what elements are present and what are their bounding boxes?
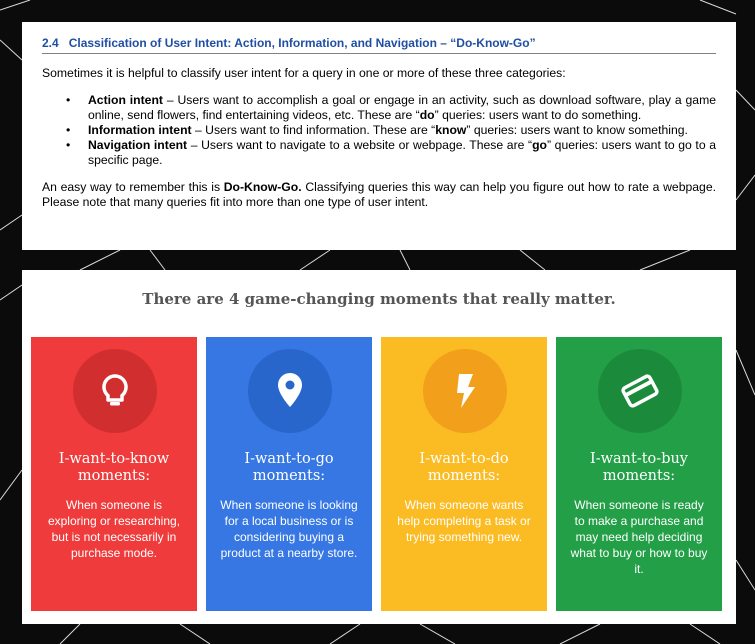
item-text: – Users want to accomplish a goal or engage in an activity, such as download software, play a game online, send flowers, find entertaining videos, etc. These are “ [88,93,716,122]
item-text: ” queries: users want to know something. [466,123,688,137]
list-item-information-intent [66,123,716,138]
card-want-to-go [206,337,372,611]
item-text: ” queries: users want to do something. [434,108,642,122]
intro-paragraph: Sometimes it is helpful to classify user intent for a query in one or more of these three categories: [42,66,566,80]
lightbulb-icon [93,369,137,413]
keyword: do [419,108,435,122]
card-want-to-buy [556,337,722,611]
section-heading [42,36,716,54]
guidelines-document-excerpt [22,22,736,250]
intent-list [42,93,716,168]
item-text: – Users want to find information. These are “ [191,123,436,137]
term-label: Navigation intent [88,138,188,152]
bullet-icon: • [66,123,71,137]
card-description: When someone wants help completing a task or trying something new. [397,498,531,544]
card-description: When someone is looking for a local business or is considering buying a product at a nearby store. [220,498,358,560]
icon-circle [598,349,682,433]
term-label: Action intent [88,93,163,107]
card-title: I-want-to-do moments: [419,451,509,484]
credit-card-icon [618,369,662,413]
card-title: I-want-to-know moments: [58,451,170,484]
icon-circle [73,349,157,433]
card-description: When someone is ready to make a purchase and may need help deciding what to buy or how to buy it. [570,498,708,576]
card-description: When someone is exploring or researching, but is not necessarily in purchase mode. [47,498,181,560]
summary-text: An easy way to remember this is [42,180,224,194]
section-number: 2.4 [42,36,59,50]
card-want-to-know [31,337,197,611]
infographic-title: There are 4 game-changing moments that really matter. [142,290,616,308]
list-item-action-intent [66,93,716,123]
icon-circle [423,349,507,433]
item-text: ” queries: users want to go to a specific page. [88,138,716,167]
summary-paragraph [42,180,716,210]
summary-text: Classifying queries this way can help you figure out how to rate a webpage. Please note that many queries fit into more than one type of user intent. [42,180,716,209]
card-title: I-want-to-go moments: [244,451,334,484]
term-label: Information intent [88,123,192,137]
keyword: go [532,138,547,152]
item-text: – Users want to navigate to a website or webpage. These are “ [187,138,533,152]
card-title: I-want-to-buy moments: [589,451,689,484]
bullet-icon: • [66,93,71,107]
bullet-icon: • [66,138,71,152]
lightning-bolt-icon [443,369,487,413]
keyword: know [435,123,467,137]
moments-infographic [22,270,736,624]
list-item-navigation-intent [66,138,716,168]
card-want-to-do [381,337,547,611]
section-title: Classification of User Intent: Action, Information, and Navigation – “Do-Know-Go” [68,36,536,50]
icon-circle [248,349,332,433]
summary-bold-text: Do-Know-Go. [223,180,302,194]
location-pin-icon [268,369,312,413]
